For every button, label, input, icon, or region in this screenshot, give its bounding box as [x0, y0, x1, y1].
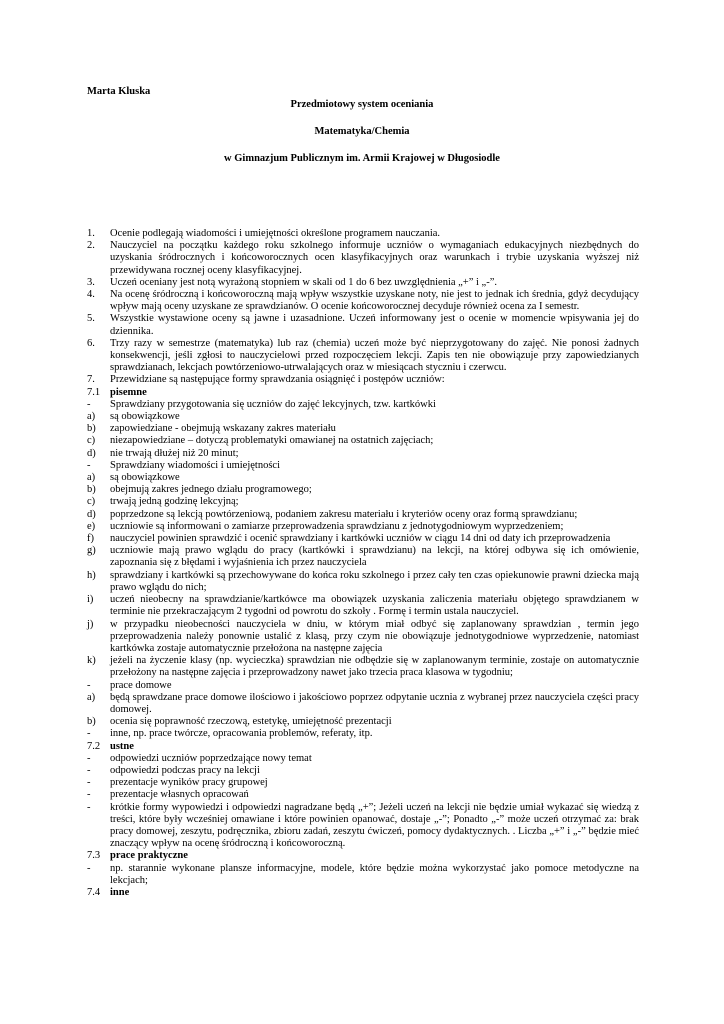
- list-item-text: w przypadku nieobecności nauczyciela w dniu, w którym miał odbyć się zaplanowany sprawdzian , termin jego przeprowadzenia należy ponownie ustalić z klasą, przy czym nie obowiązuje jednotygodniowe wyprzedzenie, natomiast kartkówka zostaje automatycznie przełożona na następne zajęcia: [110, 618, 639, 654]
- list-marker: e): [87, 520, 96, 532]
- section-7-2-heading: [87, 741, 639, 753]
- list-item: [87, 496, 639, 508]
- list-item: [87, 338, 639, 375]
- section-number: 7.3: [87, 850, 101, 862]
- section-number: 7.4: [87, 886, 101, 898]
- list-item-text: prace domowe: [110, 679, 172, 691]
- list-item-text: prezentacje własnych opracowań: [110, 789, 249, 801]
- list-marker: b): [87, 716, 96, 728]
- practical-forms-list: [87, 863, 639, 887]
- list-item: [87, 765, 639, 777]
- list-item: [87, 716, 639, 728]
- section-number: 7.2: [87, 740, 101, 752]
- document-title: Przedmiotowy system oceniania: [290, 99, 434, 110]
- list-item-text: uczniowie są informowani o zamiarze przeprowadzenia sprawdzianu z jednotygodniowym wyprzedzeniem;: [110, 520, 564, 532]
- list-marker: 4.: [87, 289, 95, 301]
- list-marker: i): [87, 594, 94, 606]
- list-item-text: jeżeli na życzenie klasy (np. wycieczka) sprawdzian nie odbędzie się w zaplanowanym terminie, zostaje on automatycznie przełożony na następne zajęcia i przeprowadzony nawet jako trzecia praca klasowa w tygodniu;: [110, 655, 639, 679]
- list-marker: a): [87, 691, 96, 703]
- school-name: w Gimnazjum Publicznym im. Armii Krajowej w Długosiodle: [224, 153, 500, 164]
- list-item-text: są obowiązkowe: [110, 472, 180, 484]
- list-marker: -: [87, 679, 91, 691]
- section-label: inne: [110, 886, 130, 898]
- list-item-text: poprzedzone są lekcją powtórzeniową, podaniem zakresu materiału i kryteriów oceny oraz formą sprawdzianu;: [110, 508, 578, 520]
- list-item-text: będą sprawdzane prace domowe ilościowo i jakościowo poprzez odpytanie ucznia z wybranej przez nauczyciela części pracy domowej.: [110, 691, 639, 715]
- list-item: [87, 240, 639, 277]
- list-marker: 1.: [87, 228, 95, 239]
- list-item: [87, 545, 639, 569]
- section-7-3-heading: [87, 850, 639, 862]
- list-item-text: Nauczyciel na początku każdego roku szkolnego informuje uczniów o wymaganiach edukacyjnych niezbędnych do uzyskania śródrocznych i końcoworocznych ocen klasyfikacyjnych oraz warunkach i trybie uzyskania wyższej niż przewidywana rocznej oceny klasyfikacyjnej.: [110, 240, 639, 276]
- section-label: pisemne: [110, 386, 147, 398]
- list-marker: f): [87, 533, 94, 545]
- list-item: [87, 655, 639, 679]
- list-marker: b): [87, 423, 96, 435]
- list-item: [87, 411, 639, 423]
- list-item-text: Ocenie podlegają wiadomości i umiejętności określone programem nauczania.: [110, 228, 441, 239]
- list-marker: c): [87, 496, 96, 508]
- list-item-text: niezapowiedziane – dotyczą problematyki omawianej na ostatnich zajęciach;: [110, 435, 434, 447]
- list-item: [87, 619, 639, 656]
- list-marker: d): [87, 447, 96, 459]
- list-item-text: odpowiedzi uczniów poprzedzające nowy temat: [110, 752, 312, 764]
- list-marker: 6.: [87, 337, 95, 349]
- list-item: [87, 448, 639, 460]
- list-item: [87, 484, 639, 496]
- list-item-text: trwają jedną godzinę lekcyjną;: [110, 496, 239, 508]
- list-item-text: Uczeń oceniany jest notą wyrażoną stopniem w skali od 1 do 6 bez uwzględnienia „+” i „-”.: [110, 276, 497, 288]
- intro-list: [87, 228, 639, 387]
- section-number: 7.1: [87, 386, 101, 398]
- section-7-1-heading: [87, 387, 639, 399]
- list-item: [87, 789, 639, 801]
- list-marker: 2.: [87, 240, 95, 252]
- list-item: [87, 423, 639, 435]
- list-item-text: krótkie formy wypowiedzi i odpowiedzi nagradzane będą „+”; Jeżeli uczeń na lekcji nie będzie umiał wykazać się wiedzą z treści, które były wcześniej omawiane i które powinien opanować, dostaje „-”; Ponadto „-” może uczeń otrzymać za: brak pracy domowej, zeszytu, podręcznika, zbioru zadań, zeszytu ćwiczeń, pomocy dydaktycznych. . Liczba „+” i „-” będzie mieć znaczący wpływ na ocenę śródroczną i końcoworoczną.: [110, 801, 639, 850]
- list-item-text: nauczyciel powinien sprawdzić i ocenić sprawdziany i kartkówki uczniów w ciągu 14 dni od daty ich przeprowadzenia: [110, 533, 611, 545]
- list-item-text: np. starannie wykonane plansze informacyjne, modele, które będzie można wykorzystać jako pomoce metodyczne na lekcjach;: [110, 862, 639, 886]
- list-item-text: są obowiązkowe: [110, 411, 180, 423]
- list-item: [87, 228, 639, 240]
- list-item-text: Wszystkie wystawione oceny są jawne i uzasadnione. Uczeń informowany jest o ocenie w momencie wpisywania jej do dziennika.: [110, 313, 639, 337]
- list-marker: a): [87, 472, 96, 484]
- list-marker: 7.: [87, 374, 95, 386]
- list-item-text: ocenia się poprawność rzeczową, estetykę, umiejętność prezentacji: [110, 716, 392, 728]
- list-item: [87, 728, 639, 740]
- list-item: [87, 680, 639, 692]
- list-item: [87, 289, 639, 313]
- list-marker: -: [87, 777, 91, 789]
- list-item-text: uczniowie mają prawo wglądu do pracy (kartkówki i sprawdzianu) na lekcji, na której odbywa się ich omówienie, zapoznania się z błędami i wyjaśnienia ich przez nauczyciela: [110, 545, 639, 569]
- list-marker: -: [87, 862, 91, 874]
- section-label: ustne: [110, 740, 134, 752]
- list-item: [87, 753, 639, 765]
- list-marker: d): [87, 508, 96, 520]
- list-item: [87, 570, 639, 594]
- list-item: [87, 692, 639, 716]
- list-marker: -: [87, 728, 91, 740]
- list-item-text: inne, np. prace twórcze, opracowania problemów, referaty, itp.: [110, 728, 373, 740]
- list-marker: g): [87, 545, 96, 557]
- list-marker: -: [87, 459, 91, 471]
- list-marker: -: [87, 764, 91, 776]
- list-marker: -: [87, 752, 91, 764]
- list-marker: 3.: [87, 276, 95, 288]
- list-item: [87, 399, 639, 411]
- list-marker: a): [87, 411, 96, 423]
- list-item: [87, 863, 639, 887]
- list-marker: k): [87, 655, 96, 667]
- list-item: [87, 777, 639, 789]
- section-label: prace praktyczne: [110, 850, 188, 862]
- list-item: [87, 374, 639, 386]
- list-item-text: nie trwają dłużej niż 20 minut;: [110, 447, 239, 459]
- list-item: [87, 313, 639, 337]
- oral-forms-list: [87, 753, 639, 851]
- list-item-text: zapowiedziane - obejmują wskazany zakres materiału: [110, 423, 336, 435]
- list-item-text: Trzy razy w semestrze (matematyka) lub raz (chemia) uczeń może być nieprzygotowany do zajęć. Nie ponosi żadnych konsekwencji, jeśli zgłosi to nauczycielowi przed rozpoczęciem lekcji. Zapis ten nie obowiązuje przy zapowiedzianych sprawdzianach, lekcjach powtórzeniowo-utrwalających oraz w miesiącach styczniu i czerwcu.: [110, 337, 639, 374]
- list-item: [87, 277, 639, 289]
- list-item-text: Przewidziane są następujące formy sprawdzania osiągnięć i postępów uczniów:: [110, 374, 445, 386]
- list-item-text: sprawdziany i kartkówki są przechowywane do końca roku szkolnego i przez cały ten czas opiekunowie prawni dziecka mają prawo wglądu do nich;: [110, 569, 639, 593]
- list-marker: h): [87, 569, 96, 581]
- list-item-text: odpowiedzi podczas pracy na lekcji: [110, 764, 260, 776]
- list-item-text: obejmują zakres jednego działu programowego;: [110, 484, 312, 496]
- list-marker: c): [87, 435, 96, 447]
- list-marker: -: [87, 789, 91, 801]
- list-item: [87, 472, 639, 484]
- list-item-text: Sprawdziany przygotowania się uczniów do zajęć lekcyjnych, tzw. kartkówki: [110, 398, 436, 410]
- document-body: [87, 228, 639, 899]
- section-7-4-heading: [87, 887, 639, 899]
- list-item: [87, 594, 639, 618]
- list-item: [87, 521, 639, 533]
- written-forms-list: [87, 399, 639, 741]
- list-item: [87, 509, 639, 521]
- list-item: [87, 435, 639, 447]
- list-item-text: prezentacje wyników pracy grupowej: [110, 777, 268, 789]
- list-item-text: Na ocenę śródroczną i końcoworoczną mają wpływ wszystkie uzyskane noty, nie jest to jednak ich średnia, gdyż decydujący wpływ mają oceny uzyskane ze sprawdzianów. O ocenie końcoworocznej decyduje również ocena za I semestr.: [110, 289, 639, 313]
- list-marker: 5.: [87, 313, 95, 325]
- list-item: [87, 802, 639, 851]
- list-marker: -: [87, 398, 91, 410]
- list-marker: b): [87, 484, 96, 496]
- list-item: [87, 533, 639, 545]
- list-item: [87, 460, 639, 472]
- list-marker: j): [87, 618, 94, 630]
- list-marker: -: [87, 801, 91, 813]
- list-item-text: Sprawdziany wiadomości i umiejętności: [110, 459, 281, 471]
- document-subject: Matematyka/Chemia: [314, 126, 410, 137]
- list-item-text: uczeń nieobecny na sprawdzianie/kartkówce ma obowiązek uzyskania zaliczenia materiału objętego sprawdzianem w terminie nie przekraczającym 2 tygodni od powrotu do szkoły . Formę i termin ustala nauczyciel.: [110, 594, 639, 618]
- author-name: Marta Kluska: [87, 86, 151, 97]
